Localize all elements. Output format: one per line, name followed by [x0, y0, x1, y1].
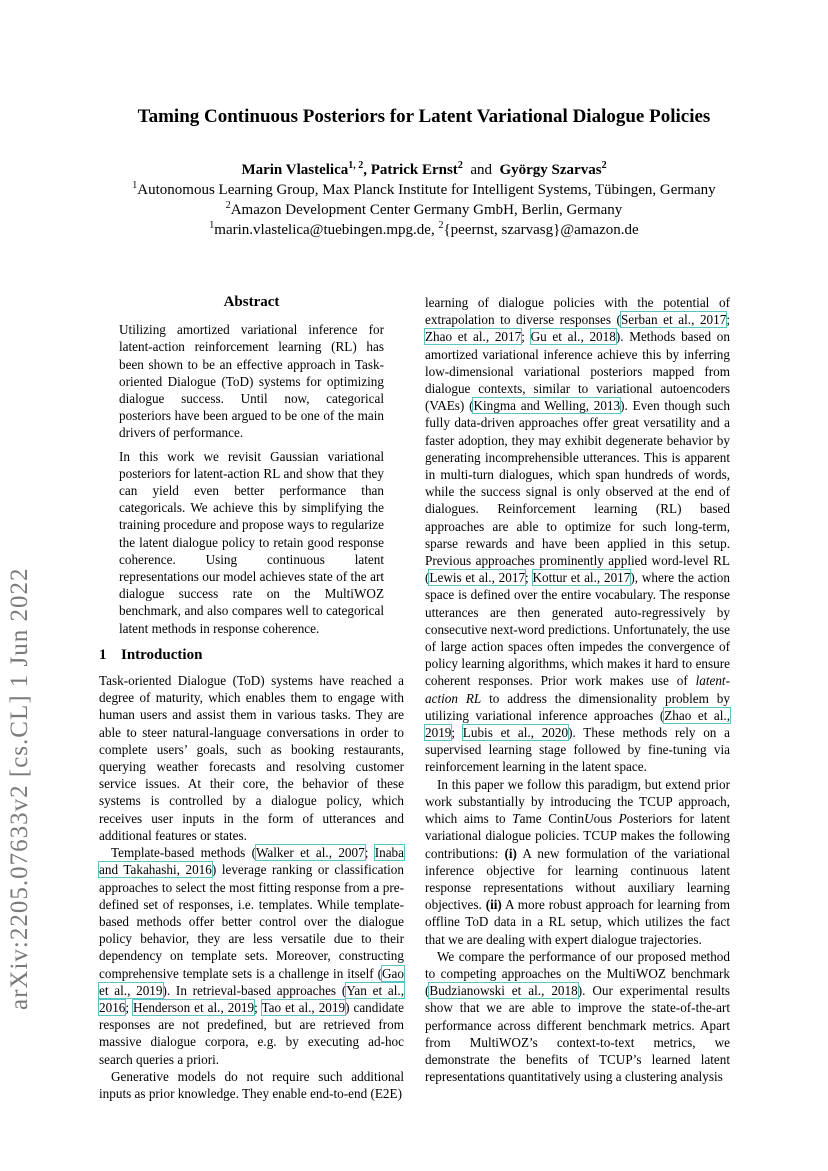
author-1-affil: 1, 2: [348, 160, 364, 171]
citation-link[interactable]: Tao et al., 2019: [261, 999, 346, 1015]
text-run: A new formulation of the variational inference objective for learning continuous latent response representations without auxiliary learning objectives.: [425, 845, 730, 913]
citation-link[interactable]: Walker et al., 2007: [256, 845, 365, 861]
abstract-paragraph-2: In this work we revisit Gaussian variational posteriors for latent-action RL and show that they can yield even better performance than categoricals. We achieve this by simplifying the training procedure and propose ways to regularize the latent dialogue policy to retain good response coherence. Using continuous latent representations our model achieves state of the art dialogue success rate on the MultiWOZ benchmark, and also compares well to categorical latent methods in response coherence.: [119, 448, 384, 636]
emphasis-letter: T: [512, 811, 520, 827]
email-1: marin.vlastelica@tuebingen.mpg.de,: [214, 222, 435, 238]
text-run: ;: [521, 329, 531, 345]
text-run: ). Methods based on amortized variational inference achieve this by inferring low-dimensional variational posteriors mapped from dialogue contexts, similar to variational autoencoders (VAEs) (: [425, 329, 730, 414]
text-run: ) candidate responses are not predefined, but are retrieved from massive dialogue corpora, e.g. by executing ad-hoc search queries a priori.: [99, 999, 404, 1067]
text-run: ). In retrieval-based approaches (: [162, 982, 347, 998]
text-run: Template-based methods (: [111, 845, 257, 861]
text-run: learning of dialogue policies with the potential of extrapolation to diverse responses (: [425, 295, 730, 328]
right-paragraph-3: [425, 948, 730, 1086]
author-1: Marin Vlastelica: [241, 162, 349, 178]
citation-link[interactable]: Budzianowski et al., 2018: [429, 983, 578, 999]
author-names: Marin Vlastelica$^{1, 2}$, Patrick Ernst$^2$ and György Szarvas$^2$: [241, 160, 607, 178]
text-run: ;: [254, 999, 262, 1015]
text-run: ;: [726, 312, 730, 328]
text-run: ;: [451, 725, 463, 741]
text-run: ;: [525, 570, 533, 586]
affiliation-2-text: Amazon Development Center Germany GmbH, Berlin, Germany: [230, 202, 623, 218]
intro-paragraph-3: Generative models do not require such additional inputs as prior knowledge. They enable end-to-end (E2E): [99, 1068, 404, 1101]
text-run: A more robust approach for learning from offline ToD data in a RL setup, which utilizes the fact that we are dealing with expert dialogue trajectories.: [425, 897, 730, 947]
author-and: and: [470, 162, 492, 178]
citation-link[interactable]: Serban et al., 2017: [620, 312, 727, 328]
bold-marker: (ii): [485, 897, 502, 913]
intro-paragraph-1: Task-oriented Dialogue (ToD) systems have reached a degree of maturity, which enables them to engage with human users and assist them in various tasks. They are able to steer natural-language conversations in order to complete users’ goals, such as booking restaurants, querying weather forecasts and resolving customer service issues. At their core, the behavior of these systems is controlled by a dialogue policy, which receives user inputs in the form of utterances and additional features or states.: [99, 673, 404, 843]
intro-paragraph-2: [99, 844, 404, 1068]
author-2: Patrick Ernst: [370, 162, 458, 178]
abstract-heading: Abstract: [223, 294, 280, 310]
author-3-affil: 2: [601, 160, 607, 171]
citation-link[interactable]: Zhao et al., 2017: [425, 329, 522, 345]
citation-link[interactable]: Kingma and Welling, 2013: [473, 398, 621, 414]
emphasis-text: latent-action RL: [425, 673, 730, 706]
text-run: to address the dimensionality problem by utilizing variational inference approaches (: [425, 690, 730, 723]
text-run: ) leverage ranking or classification approaches to select the most fitting response from a pre-defined set of responses, i.e. templates. While template-based methods offer better control over the dialogue policy behavior, they are less versatile due to their dependency on template sets. Moreover, constructing comprehensive template sets is a challenge in itself (: [99, 862, 404, 981]
bold-marker: (i): [504, 845, 517, 861]
citation-link[interactable]: Lewis et al., 2017: [429, 570, 526, 586]
section-number: 1: [99, 646, 107, 663]
email-2: {peernst, szarvasg}@amazon.de: [443, 222, 639, 238]
affiliation-1: [90, 180, 758, 200]
abstract-paragraph-1: Utilizing amortized variational inference for latent-action reinforcement learning (RL) has been shown to be an effective approach in Task-oriented Dialogue (ToD) systems for optimizing dialogue success. Until now, categorical posteriors have been argued to be one of the main drivers of performance.: [119, 322, 384, 441]
citation-link[interactable]: Kottur et al., 2017: [532, 570, 631, 586]
affiliation-1-text: Autonomous Learning Group, Max Planck Institute for Intelligent Systems, Tübingen, Germany: [137, 182, 716, 198]
right-paragraph-2: [425, 776, 730, 948]
text-run: We compare the performance of our proposed method to competing approaches on the MultiWOZ benchmark (: [425, 948, 730, 999]
citation-link[interactable]: Zhao et al., 2019: [425, 707, 731, 741]
author-3: György Szarvas: [499, 162, 602, 178]
author-2-affil: 2: [457, 160, 463, 171]
text-run: osteriors for latent variational dialogue policies. TCUP makes the following contributions:: [425, 811, 730, 861]
section-heading-introduction: [99, 647, 404, 664]
citation-link[interactable]: Yan et al., 2016: [99, 982, 404, 1015]
emphasis-letter: P: [618, 811, 627, 827]
affiliation-1-sup: 1: [132, 180, 138, 191]
text-run: ), where the action space is defined over the entire vocabulary. The response utterances are then generated auto-regressively by consecutive next-word predictions. Unfortunately, the use of large action spaces often impedes the convergence of policy learning algorithms, which makes it hard to ensure coherent responses. Prior work makes use of: [425, 570, 730, 689]
citation-link[interactable]: Lubis et al., 2020: [462, 725, 569, 741]
text-run: ;: [125, 999, 134, 1015]
email-1-sup: 1: [209, 220, 215, 231]
emphasis-letter: U: [584, 811, 594, 827]
text-run: ). These methods rely on a supervised learning stage followed by fine-tuning via reinforcement learning in the latent space.: [425, 725, 731, 775]
text-run: ). Even though such fully data-driven approaches offer great versatility and a faster adoption, they may exhibit degenerate behavior by generating incomprehensible utterances. This is apparent in multi-turn dialogues, which span hundreds of words, while the success signal is only observed at the end of dialogues. Reinforcement learning (RL) based approaches are able to optimize for such long-term, sparse rewards and have been applied in this setup. Previous approaches prominently applied word-level RL (: [425, 398, 730, 586]
citation-link[interactable]: Gao et al., 2019: [99, 965, 404, 998]
affiliation-2: [90, 200, 758, 220]
citation-link[interactable]: Henderson et al., 2019: [133, 999, 255, 1015]
text-run: In this paper we follow this paradigm, but extend prior work substantially by introducing the TCUP approach, which aims to: [425, 776, 730, 827]
author-block: [90, 160, 758, 240]
abstract-body: [99, 321, 404, 637]
section-title: Introduction: [121, 646, 203, 663]
text-run: ame Contin: [519, 811, 585, 827]
citation-link[interactable]: Inaba and Takahashi, 2016: [99, 845, 404, 878]
left-column: [99, 294, 404, 1102]
text-run: ). Our experimental results show that we are able to improve the state-of-the-art performance across different benchmark metrics. Apart from MultiWOZ’s context-to-text metrics, we demonstrate the benefits of TCUP’s learned latent representations quantitatively using a clustering analysis: [425, 983, 730, 1085]
email-2-sup: 2: [438, 220, 444, 231]
right-paragraph-1: [425, 294, 730, 776]
affiliation-2-sup: 2: [225, 200, 231, 211]
text-run: ;: [364, 845, 375, 861]
text-run: ous: [593, 811, 619, 827]
paper-title: Taming Continuous Posteriors for Latent Variational Dialogue Policies: [137, 106, 711, 127]
citation-link[interactable]: Gu et al., 2018: [530, 329, 616, 345]
right-column: [425, 294, 730, 1085]
email-line: [90, 220, 758, 240]
arxiv-side-label: arXiv:2205.07633v2 [cs.CL] 1 Jun 2022: [6, 567, 33, 1010]
